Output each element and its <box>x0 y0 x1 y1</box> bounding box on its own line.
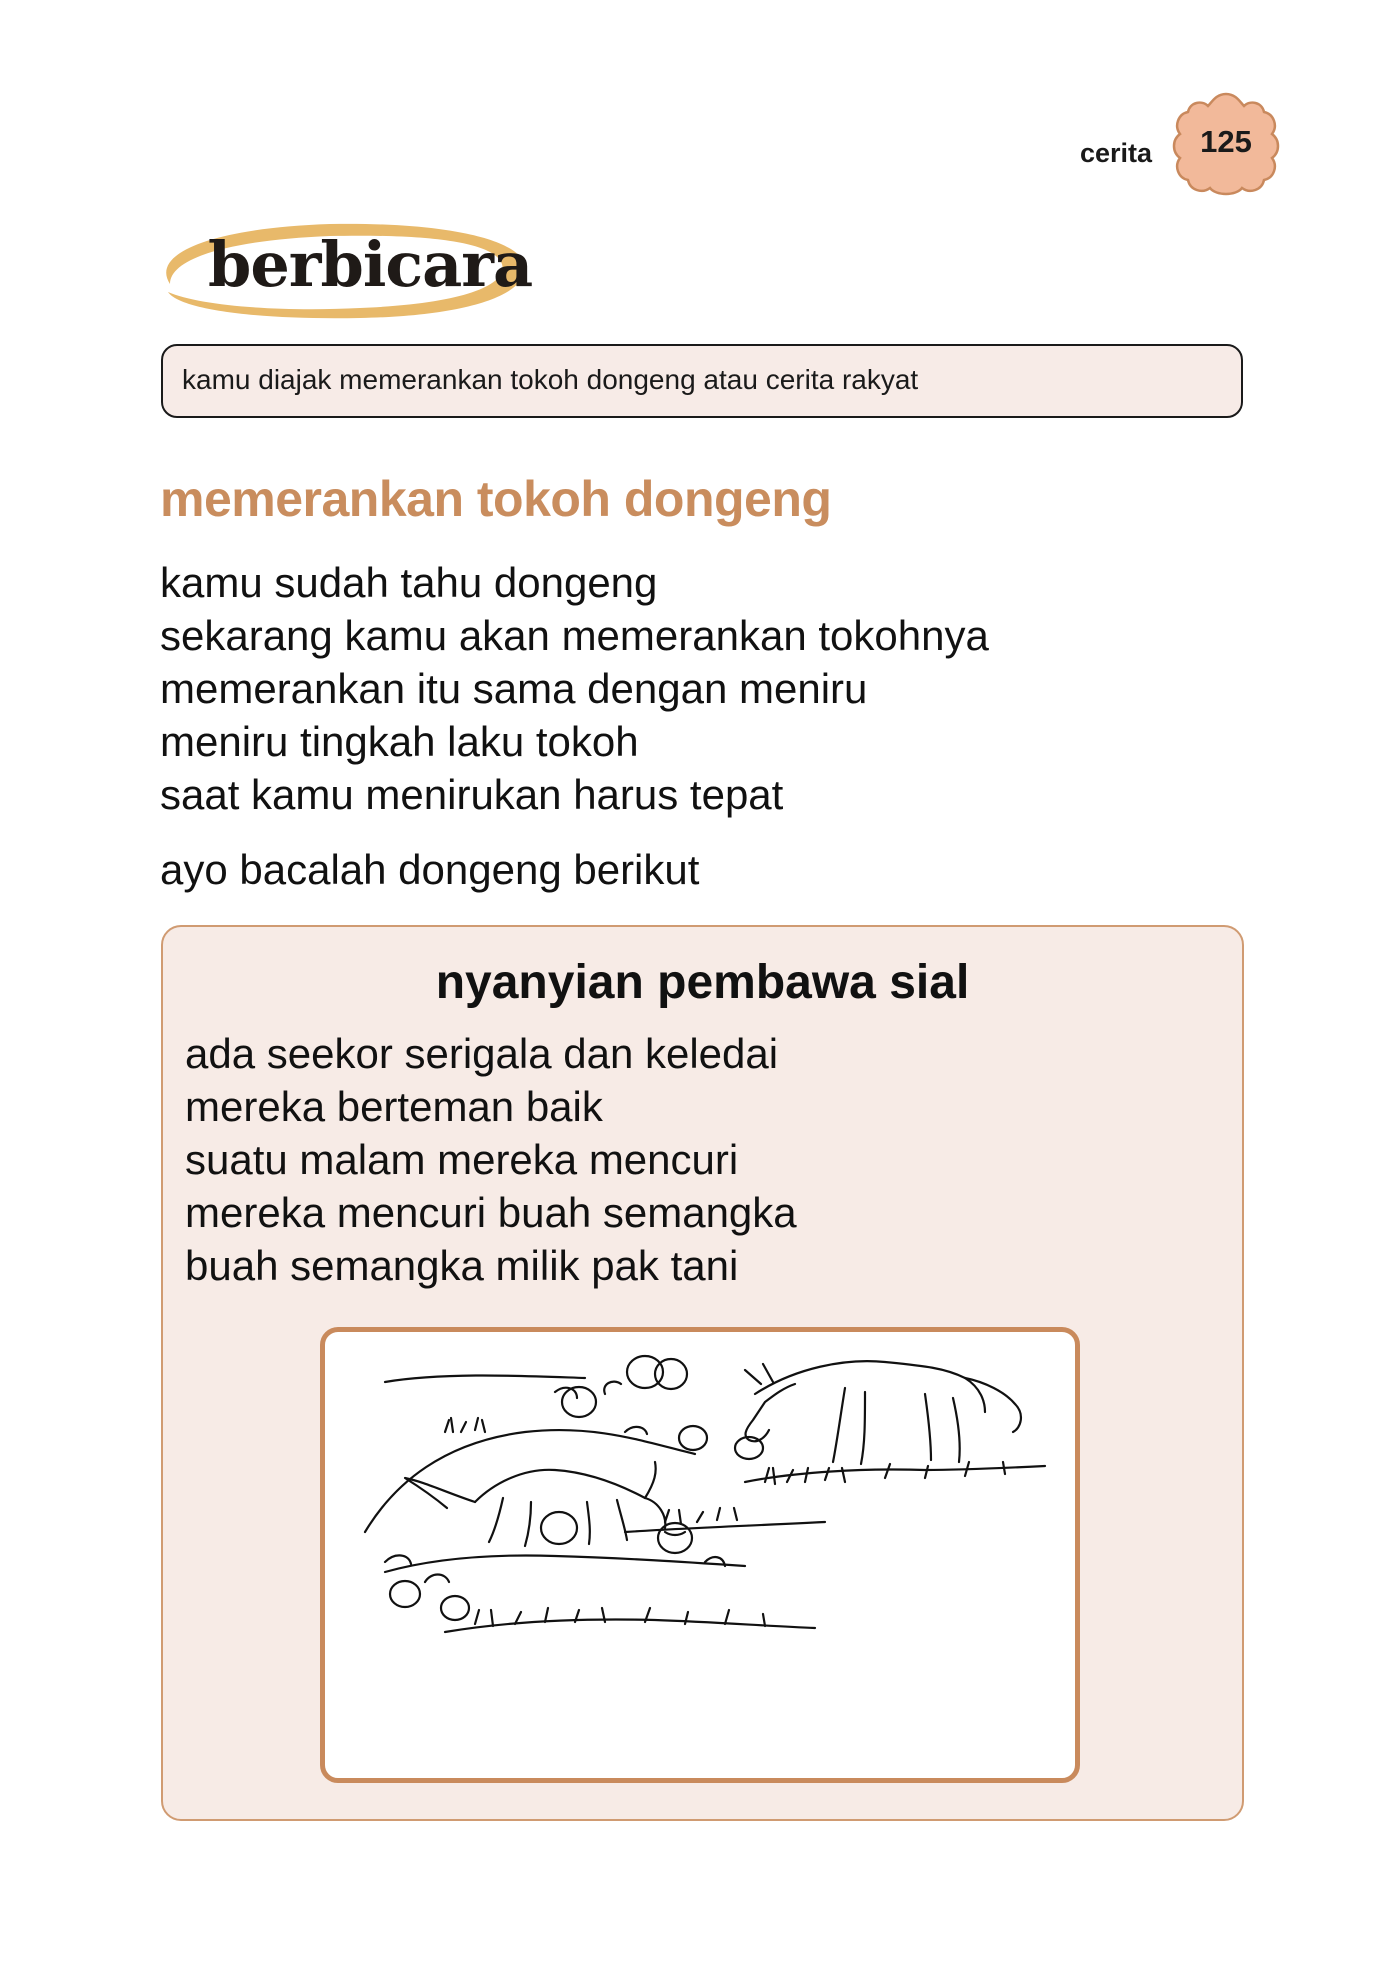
objective-box <box>161 344 1243 418</box>
page-number: 125 <box>1200 124 1252 159</box>
intro-line: saat kamu menirukan harus tepat <box>160 771 784 818</box>
story-line: mereka berteman baik <box>185 1083 603 1130</box>
story-text <box>185 1027 797 1292</box>
story-line: mereka mencuri buah semangka <box>185 1189 797 1236</box>
story-title: nyanyian pembawa sial <box>435 956 970 1009</box>
section-tag <box>140 214 533 324</box>
story-box <box>161 925 1244 1821</box>
lesson-subheading: memerankan tokoh dongeng <box>160 471 832 527</box>
story-line: buah semangka milik pak tani <box>185 1242 739 1289</box>
story-line: suatu malam mereka mencuri <box>185 1136 739 1183</box>
intro-line: kamu sudah tahu dongeng <box>160 559 658 606</box>
story-line: ada seekor serigala dan keledai <box>185 1030 779 1077</box>
intro-line: memerankan itu sama dengan meniru <box>160 665 868 712</box>
fox-and-donkey-illustration-icon <box>325 1332 1075 1778</box>
objective-text: kamu diajak memerankan tokoh dongeng atau cerita rakyat <box>182 364 919 395</box>
page-number-badge <box>1170 90 1282 200</box>
intro-line: sekarang kamu akan memerankan tokohnya <box>160 612 989 659</box>
reading-prompt: ayo bacalah dongeng berikut <box>160 846 700 893</box>
section-title: berbicara <box>208 228 533 301</box>
intro-line: meniru tingkah laku tokoh <box>160 718 639 765</box>
intro-paragraph <box>160 556 989 821</box>
story-illustration <box>320 1327 1080 1783</box>
chapter-label: cerita <box>1080 138 1153 168</box>
